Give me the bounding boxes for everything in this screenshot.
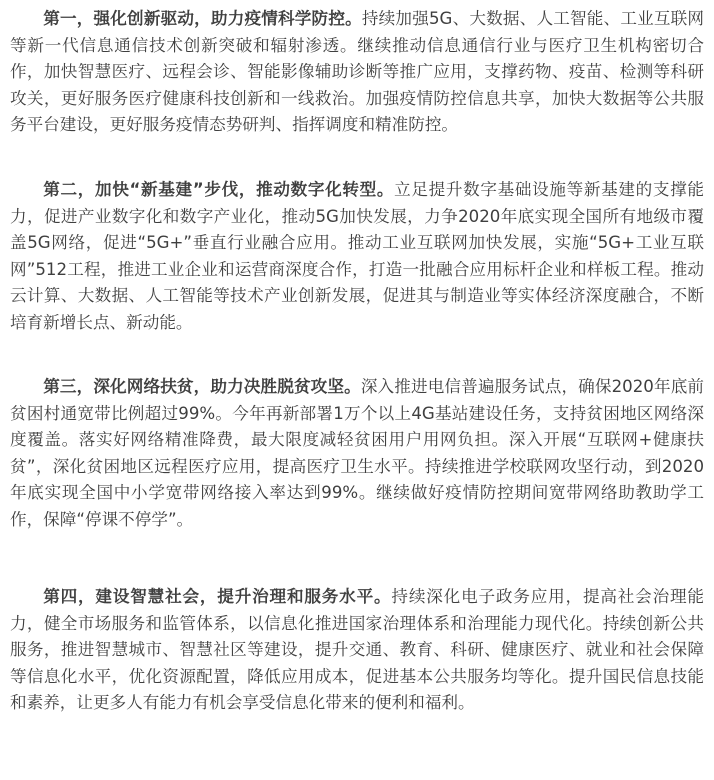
paragraph-4	[0, 584, 714, 717]
paragraph-1-body: 持续加强5G、大数据、人工智能、工业互联网等新一代信息通信技术创新突破和辐射渗透。继续推动信息通信行业与医疗卫生机构密切合作，加快智慧医疗、远程会诊、智能影像辅助诊断等推广应用，支撑药物、疫苗、检测等科研攻关，更好服务医疗健康科技创新和一线救治。加强疫情防控信息共享，加快大数据等公共服务平台建设，更好服务疫情态势研判、指挥调度和精准防控。	[10, 9, 705, 135]
paragraph-3-text	[10, 374, 704, 534]
paragraph-4-body: 持续深化电子政务应用，提高社会治理能力，健全市场服务和监管体系，以信息化推进国家治理体系和治理能力现代化。持续创新公共服务，推进智慧城市、智慧社区等建设，提升交通、教育、科研、健康医疗、就业和社会保障等信息化水平，优化资源配置，降低应用成本，促进基本公共服务均等化。提升国民信息技能和素养，让更多人有能力有机会享受信息化带来的便利和福利。	[10, 587, 705, 713]
paragraph-3-body: 深入推进电信普遍服务试点，确保2020年底前贫困村通宽带比例超过99%。今年再新部署1万个以上4G基站建设任务，支持贫困地区网络深度覆盖。落实好网络精准降费，最大限度减轻贫困用户用网负担。深入开展“互联网+健康扶贫”，深化贫困地区远程医疗应用，提高医疗卫生水平。持续推进学校联网攻坚行动，到2020年底实现全国中小学宽带网络接入率达到99%。继续做好疫情防控期间宽带网络助教助学工作，保障“停课不停学”。	[10, 377, 705, 529]
paragraph-1-text	[10, 6, 704, 139]
paragraph-2-text	[10, 177, 704, 337]
paragraph-2-body: 立足提升数字基础设施等新基建的支撑能力，促进产业数字化和数字产业化，推动5G加快发展，力争2020年底实现全国所有地级市覆盖5G网络，促进“5G+”垂直行业融合应用。推动工业互联网加快发展，实施“5G+工业互联网”512工程，推进工业企业和运营商深度合作，打造一批融合应用标杆企业和样板工程。推动云计算、大数据、人工智能等技术产业创新发展，促进其与制造业等实体经济深度融合，不断培育新增长点、新动能。	[10, 180, 705, 332]
paragraph-4-lead: 第四，建设智慧社会，提升治理和服务水平。	[43, 587, 392, 606]
paragraph-3	[0, 374, 714, 534]
paragraph-3-lead: 第三，深化网络扶贫，助力决胜脱贫攻坚。	[43, 377, 361, 396]
paragraph-2-lead: 第二，加快“新基建”步伐，推动数字化转型。	[43, 180, 395, 199]
paragraph-2	[0, 177, 714, 337]
paragraph-1	[0, 6, 714, 139]
paragraph-4-text	[10, 584, 704, 717]
paragraph-1-lead: 第一，强化创新驱动，助力疫情科学防控。	[43, 9, 362, 28]
